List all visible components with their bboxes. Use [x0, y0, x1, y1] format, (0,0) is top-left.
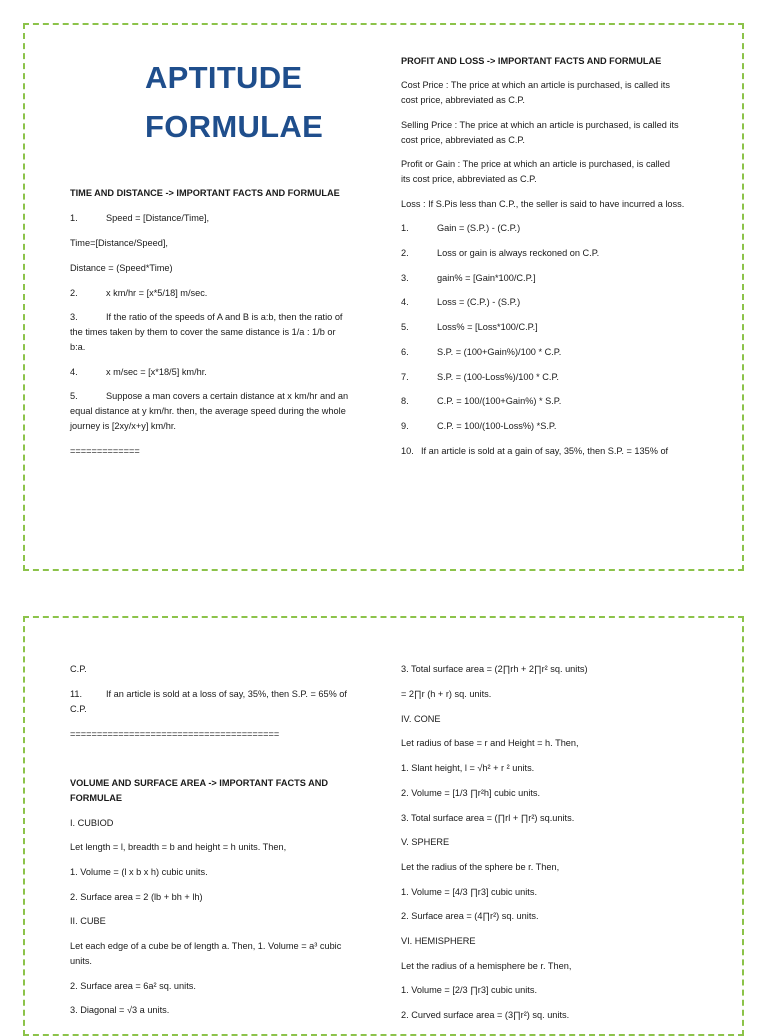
definition-line: cost price, abbreviated as C.P.	[401, 95, 525, 105]
formula-line: = 2∏r (h + r) sq. units.	[401, 689, 492, 699]
definition-line: Profit or Gain : The price at which an article is purchased, is called	[401, 159, 670, 169]
definition-line: cost price, abbreviated as C.P.	[401, 135, 525, 145]
formula-line: 4. Loss = (C.P.) - (S.P.)	[401, 297, 521, 307]
formula-line: Let each edge of a cube be of length a. Then, 1. Volume = a³ cubic	[70, 941, 342, 951]
formula-line: 7. S.P. = (100-Loss%)/100 * C.P.	[401, 372, 559, 382]
section-heading: TIME AND DISTANCE -> IMPORTANT FACTS AND FORMULAE	[70, 188, 340, 198]
formula-line: Distance = (Speed*Time)	[70, 263, 173, 273]
formula-line: 1. Volume = [4/3 ∏r3] cubic units.	[401, 887, 538, 897]
document-page-1	[23, 23, 744, 571]
formula-line: 1. Volume = [2/3 ∏r3] cubic units.	[401, 985, 538, 995]
formula-line: 1. Speed = [Distance/Time],	[70, 213, 210, 223]
formula-line: 2. Curved surface area = (3∏r²) sq. units.	[401, 1010, 570, 1020]
subsection-heading: IV. CONE	[401, 714, 441, 724]
formula-line: units.	[70, 956, 92, 966]
formula-line: C.P.	[70, 704, 87, 714]
formula-line: 9. C.P. = 100/(100-Loss%) *S.P.	[401, 421, 557, 431]
subsection-heading: VI. HEMISPHERE	[401, 936, 476, 946]
formula-line: 3. gain% = [Gain*100/C.P.]	[401, 273, 536, 283]
formula-line: Let radius of base = r and Height = h. Then,	[401, 738, 579, 748]
formula-line: 10. If an article is sold at a gain of say, 35%, then S.P. = 135% of	[401, 446, 669, 456]
formula-line: Let the radius of a hemisphere be r. Then,	[401, 961, 572, 971]
formula-line: 8. C.P. = 100/(100+Gain%) * S.P.	[401, 396, 562, 406]
formula-line: 2. Surface area = (4∏r²) sq. units.	[401, 911, 539, 921]
separator-line: =============	[70, 446, 140, 456]
formula-line: 5. Suppose a man covers a certain distance at x km/hr and an	[70, 391, 349, 401]
section-heading: VOLUME AND SURFACE AREA -> IMPORTANT FACTS AND	[70, 778, 329, 788]
formula-line: Let the radius of the sphere be r. Then,	[401, 862, 560, 872]
subsection-heading: II. CUBE	[70, 916, 106, 926]
formula-line: 4. x m/sec = [x*18/5] km/hr.	[70, 367, 207, 377]
formula-line: equal distance at y km/hr. then, the average speed during the whole	[70, 406, 346, 416]
formula-line: 2. Loss or gain is always reckoned on C.P.	[401, 248, 600, 258]
section-heading: FORMULAE	[70, 793, 123, 803]
formula-line: 11. If an article is sold at a loss of say, 35%, then S.P. = 65% of	[70, 689, 347, 699]
definition-line: its cost price, abbreviated as C.P.	[401, 174, 537, 184]
formula-line: 1. Slant height, l = √h² + r ² units.	[401, 763, 535, 773]
definition-line: Cost Price : The price at which an article is purchased, is called its	[401, 80, 670, 90]
formula-line: b:a.	[70, 342, 86, 352]
subsection-heading: V. SPHERE	[401, 837, 450, 847]
formula-line: 3. Diagonal = √3 a units.	[70, 1005, 170, 1015]
formula-line: 3. Total surface area = (∏rl + ∏r²) sq.units.	[401, 813, 575, 823]
definition-line: Selling Price : The price at which an article is purchased, is called its	[401, 120, 679, 130]
formula-line: 5. Loss% = [Loss*100/C.P.]	[401, 322, 538, 332]
formula-line: 6. S.P. = (100+Gain%)/100 * C.P.	[401, 347, 562, 357]
formula-line: 3. If the ratio of the speeds of A and B is a:b, then the ratio of	[70, 312, 343, 322]
formula-line: journey is [2xy/x+y] km/hr.	[70, 421, 176, 431]
formula-line: 2. Surface area = 2 (lb + bh + lh)	[70, 892, 203, 902]
section-heading: PROFIT AND LOSS -> IMPORTANT FACTS AND FORMULAE	[401, 56, 662, 66]
text-line: C.P.	[70, 664, 87, 674]
page-title-line-2: FORMULAE	[145, 109, 324, 144]
formula-line: 1. Volume = (l x b x h) cubic units.	[70, 867, 208, 877]
formula-line: the times taken by them to cover the same distance is 1/a : 1/b or	[70, 327, 336, 337]
definition-line: Loss : If S.Pis less than C.P., the seller is said to have incurred a loss.	[401, 199, 685, 209]
page-title-line-1: APTITUDE	[145, 60, 303, 95]
formula-line: 2. x km/hr = [x*5/18] m/sec.	[70, 288, 208, 298]
formula-line: 3. Total surface area = (2∏rh + 2∏r² sq. units)	[401, 664, 588, 674]
formula-line: 1. Gain = (S.P.) - (C.P.)	[401, 223, 521, 233]
subsection-heading: I. CUBIOD	[70, 818, 114, 828]
separator-line: =======================================	[70, 729, 280, 739]
formula-line: 2. Volume = [1/3 ∏r²h] cubic units.	[401, 788, 541, 798]
document-page-2	[23, 616, 744, 1036]
formula-line: Time=[Distance/Speed],	[70, 238, 168, 248]
formula-line: Let length = l, breadth = b and height = h units. Then,	[70, 842, 287, 852]
formula-line: 2. Surface area = 6a² sq. units.	[70, 981, 196, 991]
